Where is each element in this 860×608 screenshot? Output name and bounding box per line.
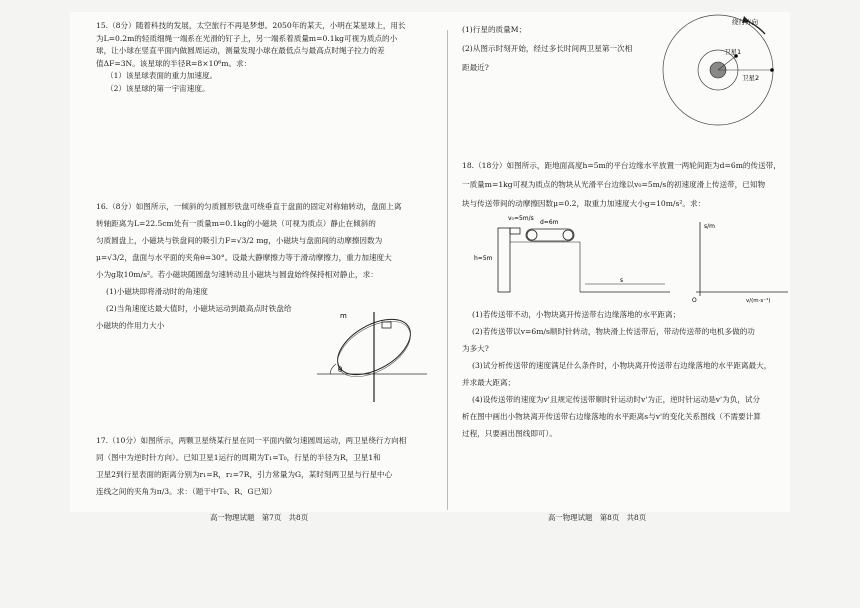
q17-line: 卫星2到行星表面的距离分别为r₁=R，r₂=7R，引力常量为G，某时刻两卫星与行星中心 — [96, 470, 393, 479]
belt-label-h: h=5m — [474, 255, 493, 262]
q16-line: 转轴距离为L=22.5cm处有一质量m=0.1kg的小磁块（可视为质点）静止在倾斜的 — [96, 219, 376, 228]
q15-line: 值ΔF=3N。该星球的半径R=8×10⁶m。求： — [96, 58, 252, 68]
orbit-figure — [660, 4, 780, 129]
q17-sub: 距最近? — [462, 63, 489, 72]
q18-sub: 为多大? — [462, 344, 489, 353]
conveyor-figure — [470, 212, 790, 304]
disk-label-theta: θ — [338, 366, 343, 374]
belt-label-s: s — [620, 277, 624, 284]
q18-sub: (1)若传送带不动，小物块离开传送带右边缘落地的水平距离； — [472, 310, 681, 319]
satellite-1-label: 卫星1 — [724, 48, 742, 56]
q17-sub: (2)从图示时刻开始，经过多长时间两卫星第一次相 — [462, 44, 633, 53]
q17-line: 连线之间的夹角为π/3。求：（题干中T₀、R、G已知） — [96, 487, 277, 496]
q18-sub: 过程，只要画出图线即可）。 — [462, 429, 557, 438]
q18-sub: (3)试分析传送带的速度满足什么条件时，小物块离开传送带右边缘落地的水平距离最大， — [472, 361, 772, 370]
q17-line: 同（图中为逆时针方向）。已知卫星1运行的周期为T₁=T₀，行星的半径为R，卫星1和 — [96, 453, 381, 462]
question-17 — [96, 432, 431, 500]
satellite-2-label: 卫星2 — [742, 74, 760, 82]
q18-line: 18.（18分）如图所示，距地面高度h=5m的平台边缘水平放置一两轮间距为d=6m的传送带， — [462, 161, 781, 170]
q18-sub: (2)若传送带以v=6m/s顺时针转动，物块滑上传送带后，带动传送带的电机多做的功 — [472, 327, 755, 336]
q18-line: 一质量m=1kg可视为质点的物块从光滑平台边缘以v₀=5m/s的初速度滑上传送带，已知物 — [462, 180, 766, 189]
q16-sub: (1)小磁块即将滑动时的角速度 — [106, 287, 208, 296]
q18-sub: 析在图中画出小物块离开传送带右边缘落地的水平距离s与v'的变化关系图线（不需要计算 — [462, 412, 761, 421]
q16-sub: (2)当角速度达最大值时，小磁块运动到最高点时铁盘给 — [106, 304, 292, 313]
left-page — [96, 20, 431, 96]
q18-sub: 并求最大距离； — [462, 378, 516, 387]
q18-line: 块与传送带间的动摩擦因数μ=0.2，取重力加速度大小g=10m/s²。求： — [462, 199, 706, 208]
q15-line: 为L=0.2m的轻质细绳一端系在光滑的钉子上，另一端系着质量m=0.1kg可视为质点的小 — [96, 33, 398, 43]
q16-line: μ=√3/2，盘面与水平面的夹角θ=30°。设最大静摩擦力等于滑动摩擦力，重力加速度大 — [96, 253, 392, 262]
graph-x-label: v/(m·s⁻¹) — [746, 298, 771, 304]
q15-line: 15.（8分）随着科技的发展，太空旅行不再是梦想。2050年的某天，小明在某星球上，用长 — [96, 21, 406, 30]
disk-label-m: m — [340, 312, 347, 320]
q17-sub: (1)行星的质量M； — [462, 25, 527, 34]
q16-line: 小为g取10m/s²。若小磁块随圆盘匀速转动且小磁块与圆盘始终保持相对静止，求： — [96, 270, 378, 279]
q16-sub: 小磁块的作用力大小 — [96, 321, 165, 330]
question-15 — [96, 20, 431, 96]
q15-sub: （2）该星球的第一宇宙速度。 — [106, 83, 210, 93]
q16-line: 匀质圆盘上，小磁块与铁盘间的吸引力F=√3/2 mg，小磁块与盘面间的动摩擦因数为 — [96, 236, 383, 245]
q17-line: 17.（10分）如图所示，两颗卫星绕某行星在同一平面内做匀速圆周运动，两卫星绕行方向相 — [96, 436, 407, 445]
belt-label-v0: v₀=5m/s — [508, 215, 534, 222]
page-divider — [447, 30, 448, 510]
q16-line: 16.（8分）如图所示，一倾斜的匀质圆形铁盘可绕垂直于盘面的固定对称轴转动，盘面上离 — [96, 202, 402, 211]
belt-label-d: d=6m — [540, 219, 559, 226]
graph-y-label: s/m — [704, 223, 715, 230]
question-18-parts — [462, 306, 787, 442]
q18-sub: (4)设传送带的速度为v'且规定传送带顺时针运动时v'为正，逆时针运动是v'为负，试分 — [472, 395, 761, 404]
q15-line: 球，让小球在竖直平面内做圆周运动，测量发现小球在最低点与最高点时绳子拉力的差 — [96, 46, 385, 56]
question-18 — [462, 156, 787, 213]
orbit-direction-label: 绕行方向 — [732, 18, 758, 26]
tilted-disk-figure — [312, 302, 432, 412]
footer-left: 高一物理试题 第7页 共8页 — [210, 513, 309, 522]
q15-sub: （1）该星球表面的重力加速度。 — [106, 71, 218, 81]
graph-origin: O — [692, 297, 697, 304]
footer-right: 高一物理试题 第8页 共8页 — [548, 513, 647, 522]
question-17-continued — [462, 20, 662, 77]
